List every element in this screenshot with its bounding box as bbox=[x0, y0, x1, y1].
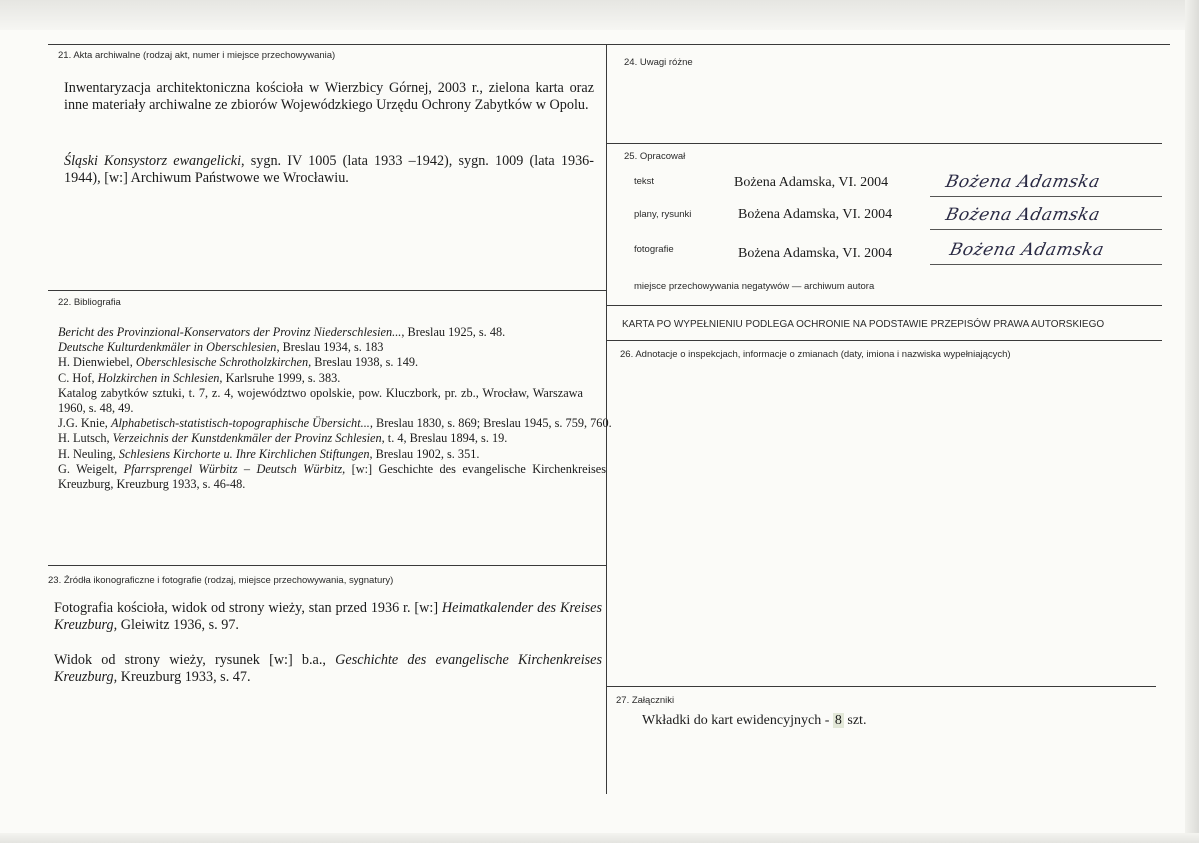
section-21-text-2-italic: Śląski Konsystorz ewangelicki bbox=[64, 153, 242, 169]
author-row-value: Bożena Adamska, VI. 2004 bbox=[738, 207, 893, 222]
section-27-title: 27. Załączniki bbox=[616, 695, 675, 706]
scan-bottom-edge bbox=[0, 833, 1199, 843]
section-23-paragraph-1: Fotografia kościoła, widok od strony wieży, stan przed 1936 r. [w:] Heimatkalender des Kreises Kreuzburg, Gleiwitz 1936, s. 97. bbox=[54, 600, 602, 633]
author-row-label: fotografie bbox=[634, 244, 674, 255]
bib-entry: Deutsche Kulturdenkmäler in Oberschlesien, Breslau 1934, s. 183 bbox=[58, 340, 384, 355]
bib-entry: G. Weigelt, Pfarrsprengel Würbitz – Deutsch Würbitz, [w:] Geschichte des evangelische Kirchenkreises Kreuzburg, Kreuzburg 1933, s. 46-48. bbox=[58, 461, 606, 492]
author-row-label: plany, rysunki bbox=[634, 209, 692, 220]
signature: Bożena Adamska bbox=[943, 172, 1102, 192]
section-21-paragraph-2 bbox=[64, 153, 594, 187]
bib-entry: H. Dienwiebel, Oberschlesische Schrotholzkirchen, Breslau 1938, s. 149. bbox=[58, 355, 419, 370]
bib-entry: J.G. Knie, Alphabetisch-statistisch-topographische Übersicht..., Breslau 1830, s. 869; Breslau 1945, s. 759, 760. bbox=[58, 416, 612, 431]
signature-line-2 bbox=[930, 229, 1162, 230]
bib-entry: H. Neuling, Schlesiens Kirchorte u. Ihre Kirchlichen Stiftungen, Breslau 1902, s. 351. bbox=[58, 446, 480, 461]
bib-entry: Bericht des Provinzional-Konservators der Provinz Niederschlesien..., Breslau 1925, s. 48. bbox=[58, 325, 506, 339]
section-21-text-1: Inwentaryzacja architektoniczna kościoła w Wierzbicy Górnej, 2003 r., zielona karta oraz inne materiały archiwalne ze zbiorów Wojewódzkiego Urzędu Ochrony Zabytków w Opolu. bbox=[64, 80, 594, 113]
rule-21-22 bbox=[48, 290, 606, 291]
rule-22-23 bbox=[48, 565, 606, 566]
attachments-unit: szt. bbox=[843, 713, 867, 728]
section-25-title: 25. Opracował bbox=[624, 151, 686, 162]
attachments-count: 8 bbox=[834, 713, 842, 728]
section-23-paragraph-2: Widok od strony wieży, rysunek [w:] b.a., Geschichte des evangelische Kirchenkreises Kreuzburg, Kreuzburg 1933, s. 47. bbox=[54, 652, 602, 685]
author-row-value: Bożena Adamska, VI. 2004 bbox=[734, 175, 889, 190]
attachments-line bbox=[642, 713, 866, 729]
bibliography-list bbox=[58, 325, 614, 492]
rule-24-25 bbox=[606, 143, 1162, 144]
section-21-title: 21. Akta archiwalne (rodzaj akt, numer i miejsce przechowywania) bbox=[58, 50, 336, 61]
copyright-notice: KARTA PO WYPEŁNIENIU PODLEGA OCHRONIE NA PODSTAWIE PRZEPISÓW PRAWA AUTORSKIEGO bbox=[622, 319, 1105, 330]
bib-entry: C. Hof, Holzkirchen in Schlesien, Karlsruhe 1999, s. 383. bbox=[58, 370, 341, 385]
bib-entry: H. Lutsch, Verzeichnis der Kunstdenkmäler der Provinz Schlesien, t. 4, Breslau 1894, s. 19. bbox=[58, 431, 508, 446]
scan-right-edge bbox=[1185, 0, 1199, 843]
signature-line-3 bbox=[930, 264, 1162, 265]
section-23-title: 23. Źródła ikonograficzne i fotografie (rodzaj, miejsce przechowywania, sygnatury) bbox=[48, 575, 394, 586]
rule-26-27 bbox=[606, 686, 1156, 687]
author-row-label: tekst bbox=[634, 176, 655, 187]
rule-copyright-26 bbox=[606, 340, 1162, 341]
section-21-paragraph-1 bbox=[64, 80, 594, 114]
bib-entry: Katalog zabytków sztuki, t. 7, z. 4, województwo opolskie, pow. Kluczbork, pr. zb., Wrocław, Warszawa 1960, s. 48, 49. bbox=[58, 385, 583, 416]
scan-top-edge bbox=[0, 0, 1199, 30]
signature: Bożena Adamska bbox=[943, 205, 1102, 225]
signature: Bożena Adamska bbox=[947, 240, 1106, 260]
negatives-location: miejsce przechowywania negatywów — archiwum autora bbox=[634, 281, 875, 292]
section-21-text-2: , sygn. IV 1005 (lata 1933 –1942), sygn. 1009 (lata 1936-1944), [w:] Archiwum Państwowe we Wrocławiu. bbox=[64, 153, 594, 186]
section-22-title: 22. Bibliografia bbox=[58, 297, 121, 308]
section-26-title: 26. Adnotacje o inspekcjach, informacje o zmianach (daty, imiona i nazwiska wypełniających) bbox=[620, 349, 1011, 360]
attachments-text: Wkładki do kart ewidencyjnych - bbox=[642, 713, 833, 728]
rule-top bbox=[48, 44, 1170, 45]
section-24-title: 24. Uwagi różne bbox=[624, 57, 693, 68]
rule-25-copyright bbox=[606, 305, 1162, 306]
signature-line-1 bbox=[930, 196, 1162, 197]
author-row-value: Bożena Adamska, VI. 2004 bbox=[738, 246, 893, 261]
